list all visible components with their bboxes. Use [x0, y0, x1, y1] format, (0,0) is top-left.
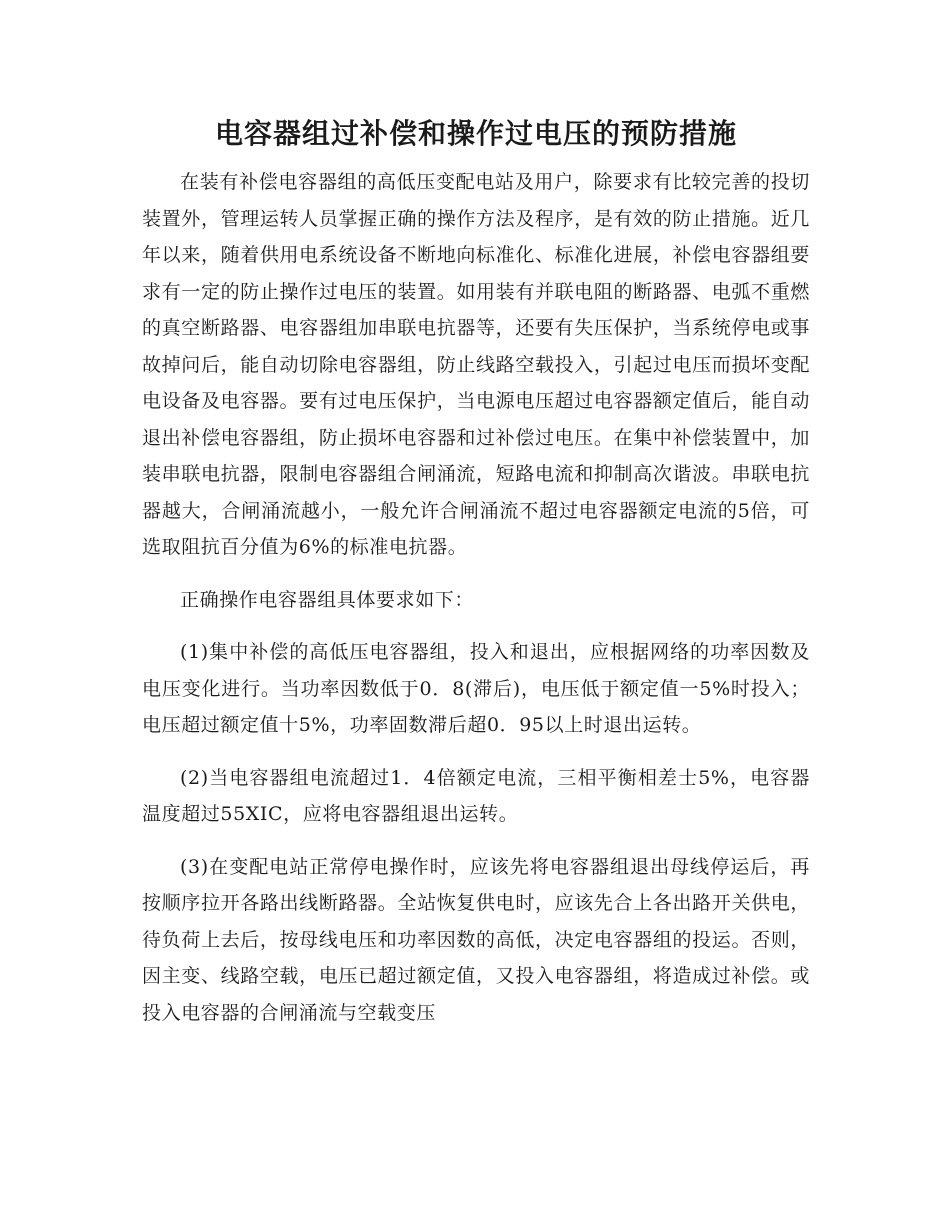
paragraph-item-2: (2)当电容器组电流超过1．4倍额定电流，三相平衡相差士5%，电容器温度超过55XIC，应将电容器组退出运转。: [142, 766, 810, 825]
paragraph-item-1: (1)集中补偿的高低压电容器组，投入和退出，应根据网络的功率因数及电压变化进行。当功率因数低于0．8(滞后)，电压低于额定值一5%时投入；电压超过额定值十5%，功率固数滞后超0．95以上时退出运转。: [142, 641, 810, 736]
paragraph-requirements-heading: 正确操作电容器组具体要求如下：: [180, 588, 475, 611]
paragraph-item-3: (3)在变配电站正常停电操作时，应该先将电容器组退出母线停运后，再按顺序拉开各路出线断路器。全站恢复供电时，应该先合上各出路开关供电，待负荷上去后，按母线电压和功率因数的高低，决定电容器组的投运。否则，因主变、线路空载，电压已超过额定值，又投入电容器组，将造成过补偿。或投入电容器的合闸涌流与空载变压: [142, 855, 810, 1024]
document-title: 电容器组过补偿和操作过电压的预防措施: [214, 117, 737, 150]
paragraph-intro: 在装有补偿电容器组的高低压变配电站及用户，除要求有比较完善的投切装置外，管理运转人员掌握正确的操作方法及程序，是有效的防止措施。近几年以来，随着供用电系统设备不断地向标准化、标准化进展，补偿电容器组要求有一定的防止操作过电压的装置。如用装有并联电阻的断路器、电弧不重燃的真空断路器、电容器组加串联电抗器等，还要有失压保护，当系统停电或事故掉问后，能自动切除电容器组，防止线路空载投入，引起过电压而损坏变配电设备及电容器。要有过电压保护，当电源电压超过电容器额定值后，能自动退出补偿电容器组，防止损坏电容器和过补偿过电压。在集中补偿装置中，加装串联电抗器，限制电容器组合闸涌流，短路电流和抑制高次谐波。串联电抗器越大，合闸涌流越小，一般允许合闸涌流不超过电容器额定电流的5倍，可选取阻抗百分值为6%的标准电抗器。: [142, 171, 810, 558]
